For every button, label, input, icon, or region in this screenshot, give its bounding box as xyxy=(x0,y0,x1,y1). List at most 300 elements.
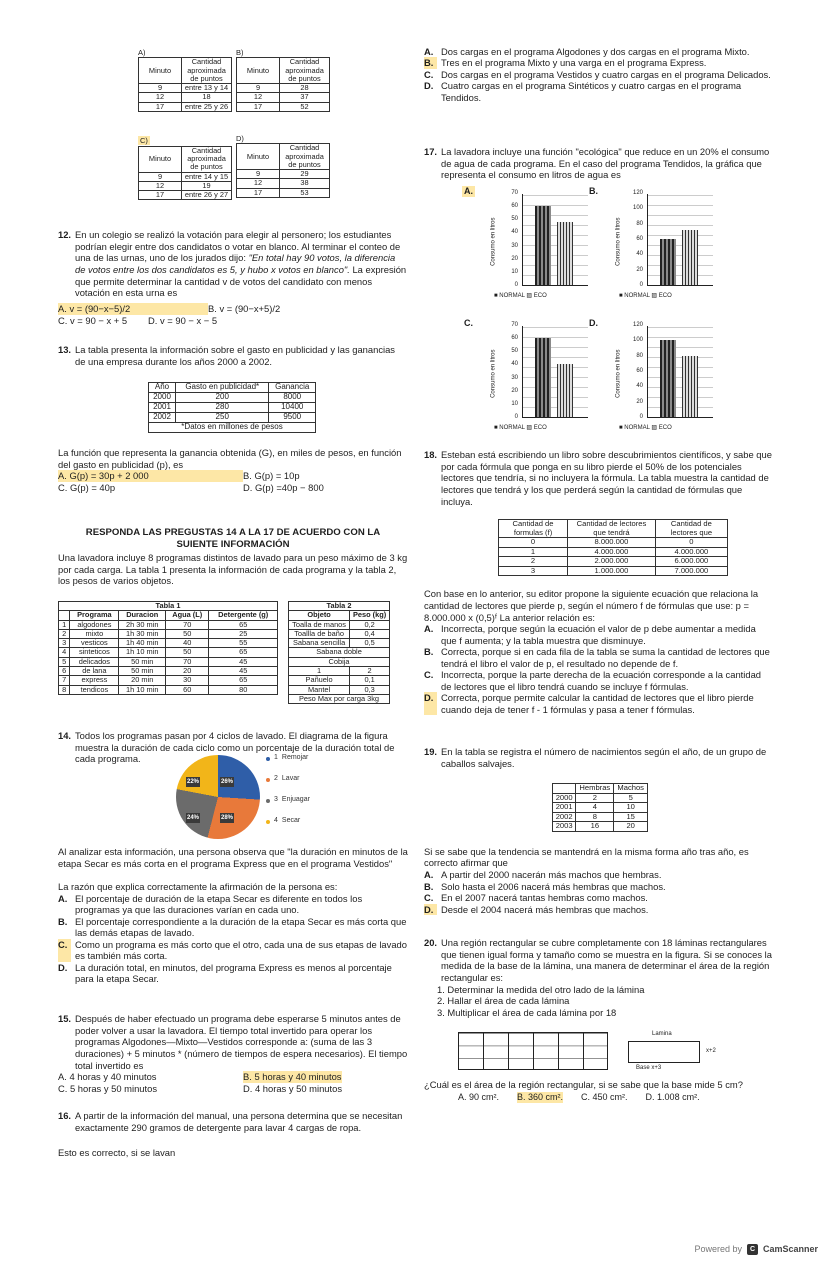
question-text: La tabla presenta la información sobre el gasto en publicidad y las ganancias de una empresa durante los años 2000 a 2002. xyxy=(75,344,395,367)
table-header: Cantidad de lectores que tendrá xyxy=(568,520,656,538)
table-cell: 2001 xyxy=(553,803,576,813)
option-b[interactable] xyxy=(424,57,772,68)
table-cell: 60 xyxy=(166,685,209,694)
table-cell: 6 xyxy=(59,666,70,675)
option-b[interactable] xyxy=(424,881,772,892)
table-cell: 2003 xyxy=(553,822,576,832)
chart-legend: ■ NORMAL ▨ ECO xyxy=(494,292,547,299)
option-letter: C. xyxy=(424,892,434,904)
q11-table-a xyxy=(138,57,232,112)
table-cell: 52 xyxy=(280,102,330,111)
option-d[interactable] xyxy=(424,904,772,915)
table-cell: 4.000.000 xyxy=(568,547,656,557)
option-b[interactable] xyxy=(58,916,408,939)
table-cell: 2 xyxy=(59,629,70,638)
option-text: Dos cargas en el programa Vestidos y cuatro cargas en el programa Delicados. xyxy=(441,68,771,80)
y-axis-label: Consumo en litros xyxy=(490,217,497,266)
option-text: Correcta, porque permite calcular la cantidad de lectores que el libro pierde cuando deja de tener f - 1 fórmulas y pasa a tener f fórmulas. xyxy=(441,692,754,715)
chart-legend: ■ NORMAL ▨ ECO xyxy=(619,424,672,431)
option-text: Incorrecta, porque según la ecuación el valor de p debe aumentar a medida que f aumenta; y la tabla muestra que disminuye. xyxy=(441,623,756,646)
y-tick-label: 0 xyxy=(639,282,643,288)
table-cell: 50 min xyxy=(119,657,166,666)
plot-area xyxy=(647,194,713,286)
question-17 xyxy=(424,146,772,181)
plot-area xyxy=(522,326,588,418)
option-letter: B. xyxy=(424,646,434,658)
table-cell: Toalla de manos xyxy=(289,620,350,629)
table-cell: 5 xyxy=(59,657,70,666)
table-cell: 28 xyxy=(280,84,330,93)
option-c[interactable]: C. G(p) = 40p xyxy=(58,482,116,494)
table-cell: 15 xyxy=(614,812,648,822)
legend-swatch xyxy=(266,799,270,803)
table-cell: 5 xyxy=(614,793,648,803)
question-quote: "En total hay 90 votos, la diferencia de votos entre los dos candidatos es 5, y hubo x votos en blanco". xyxy=(75,252,396,275)
question-text: La función que representa la ganancia obtenida (G), en miles de pesos, en función del gasto en publicidad (p), es xyxy=(58,447,402,470)
table-cell: vesticos xyxy=(70,639,119,648)
option-letter: B. xyxy=(424,880,434,892)
table-cell: 8 xyxy=(59,685,70,694)
table-cell: 2 xyxy=(499,557,568,567)
table-cell: 0,3 xyxy=(350,685,390,694)
question-text: Si se sabe que la tendencia se mantendrá en la misma forma año tras año, es correcto afirmar que xyxy=(424,845,749,869)
normal-bar xyxy=(660,340,676,417)
question-number: 19. xyxy=(424,746,438,757)
table-header xyxy=(553,784,576,794)
table-cell: 2h 30 min xyxy=(119,620,166,629)
option-letter: C. xyxy=(58,939,71,962)
question-number: 18. xyxy=(424,449,438,460)
table-cell: 18 xyxy=(182,93,232,102)
legend-label: Lavar xyxy=(281,775,300,783)
table-cell: Pañuelo xyxy=(289,676,350,685)
table-cell: 0,5 xyxy=(350,639,390,648)
legend-label: Secar xyxy=(281,817,301,825)
y-tick-label: 40 xyxy=(511,229,518,236)
table-cell: 50 min xyxy=(119,666,166,675)
option-letter: A. xyxy=(58,892,68,904)
table-cell: 65 xyxy=(209,648,278,657)
question-number: 15. xyxy=(58,1013,72,1024)
table-cell: 17 xyxy=(139,191,182,200)
q13-table xyxy=(148,382,316,433)
question-number: 20. xyxy=(424,937,438,948)
q11-option-c xyxy=(138,134,232,200)
q19-table xyxy=(552,783,648,832)
table-cell: 45 xyxy=(209,666,278,675)
table-cell: 4 xyxy=(59,648,70,657)
option-d[interactable]: D. G(p) =40p − 800 xyxy=(243,482,324,494)
table-cell: mixto xyxy=(70,629,119,638)
legend-item xyxy=(266,811,310,832)
table-header: Cantidad aproximada de puntos xyxy=(280,58,330,84)
table-cell: 8000 xyxy=(269,393,316,403)
option-c[interactable] xyxy=(58,939,408,962)
option-text: Cuatro cargas en el programa Sintéticos y cuatro cargas en el programa Tendidos. xyxy=(441,80,742,103)
question-text: La expresión que permite determinar la cantidad v de votos del candidato con menos votación en esta urna es xyxy=(75,263,407,299)
camscanner-logo-icon: C xyxy=(747,1244,758,1255)
chart-frame xyxy=(484,318,596,434)
option-text: Desde el 2004 nacerá más hembras que machos. xyxy=(441,903,649,915)
question-16-options xyxy=(424,46,772,103)
option-b[interactable]: B. v = (90−x+5)/2 xyxy=(208,302,281,314)
step: 3. Multiplicar el área de cada lámina por 18 xyxy=(437,1006,617,1018)
option-a[interactable]: A. v = (90−x−5)/2 xyxy=(58,303,208,315)
table-header: Cantidad de lectores que xyxy=(655,520,727,538)
table-cell: 9 xyxy=(237,170,280,179)
powered-by-text: Powered by xyxy=(694,1244,742,1254)
table-cell: Toallla de baño xyxy=(289,629,350,638)
option-text: Correcta, porque si en cada fila de la tabla se suma la cantidad de lectores que tendrá el libro el valor de p, el resultado no depende de f. xyxy=(441,646,770,669)
table-cell: sinteticos xyxy=(70,648,119,657)
table-cell: 45 xyxy=(209,657,278,666)
section-title: RESPONDA LAS PREGUSTAS 14 A LA 17 DE ACUERDO CON LA SUIENTE INFORMACIÓN xyxy=(85,527,381,550)
table-cell: 50 xyxy=(166,648,209,657)
normal-bar xyxy=(660,239,676,285)
step: 2. Hallar el área de cada lámina xyxy=(437,995,570,1007)
option-d[interactable]: D. 1.008 cm². xyxy=(645,1091,700,1102)
table-cell: 1h 30 min xyxy=(119,629,166,638)
chart-option-label: D. xyxy=(589,318,598,328)
y-tick-label: 80 xyxy=(636,220,643,227)
q20-grid-figure xyxy=(458,1032,608,1070)
table-cell: 2.000.000 xyxy=(568,557,656,567)
y-tick-label: 0 xyxy=(514,414,518,420)
table-header: Cantidad de formulas (f) xyxy=(499,520,568,538)
table-cell: Mantel xyxy=(289,685,350,694)
option-c[interactable] xyxy=(424,69,772,80)
normal-bar xyxy=(535,206,551,285)
table-header: Cantidad aproximada de puntos xyxy=(182,58,232,84)
table-header: Minuto xyxy=(139,146,182,172)
table-cell: 2000 xyxy=(149,393,176,403)
table-cell: 37 xyxy=(280,93,330,102)
y-tick-label: 20 xyxy=(636,266,643,273)
table-cell: 20 xyxy=(614,822,648,832)
question-text: La lavadora incluye una función "ecológica" que reduce en un 20% el consumo de agua de cada programa. En el caso del programa Tendidos, la gráfica que representa el consumo en litros de agua es xyxy=(441,146,770,181)
option-b[interactable] xyxy=(424,646,772,669)
table-cell: 29 xyxy=(280,170,330,179)
y-tick-label: 60 xyxy=(511,203,518,210)
q14-pie-chart xyxy=(176,755,260,839)
y-tick-label: 70 xyxy=(511,322,518,328)
table-cell: entre 25 y 26 xyxy=(182,102,232,111)
table-cell: 12 xyxy=(139,93,182,102)
y-tick-label: 60 xyxy=(636,236,643,242)
table-header: Minuto xyxy=(237,58,280,84)
pie-label: 28% xyxy=(220,815,233,821)
table-cell: Cobija xyxy=(289,657,390,666)
table-cell: Sabana sencilla xyxy=(289,639,350,648)
option-d[interactable]: D. 4 horas y 50 minutos xyxy=(243,1082,343,1094)
table-cell: 16 xyxy=(576,822,614,832)
option-letter: A. xyxy=(424,869,434,881)
table-cell: 1 xyxy=(289,666,350,675)
q17-chart-d[interactable] xyxy=(589,318,721,434)
table-cell: 9 xyxy=(139,172,182,181)
q11-table-b xyxy=(236,57,330,112)
option-a[interactable]: A. G(p) = 30p + 2 000 xyxy=(58,470,243,482)
table-header: Peso (kg) xyxy=(350,611,390,620)
table-header: Minuto xyxy=(139,58,182,84)
table-header: Machos xyxy=(614,784,648,794)
table-cell: 1h 10 min xyxy=(119,648,166,657)
option-d[interactable]: D. v = 90 − x − 5 xyxy=(148,314,218,326)
table-cell: 0,1 xyxy=(350,676,390,685)
option-letter: B. xyxy=(424,57,437,68)
q17-chart-a[interactable] xyxy=(464,186,596,302)
table-cell: 6.000.000 xyxy=(655,557,727,567)
table-cell: 2001 xyxy=(149,403,176,413)
table-cell: 30 xyxy=(166,676,209,685)
section-intro: Una lavadora incluye 8 programas distintos de lavado para un peso máximo de 3 kg por cada carga. La tabla 1 presenta la información de cada programa y la tabla 2, los pesos de varios objetos. xyxy=(58,552,408,587)
q18-table xyxy=(498,519,728,576)
option-letter: D. xyxy=(58,961,68,973)
question-20-cont xyxy=(424,1079,772,1103)
table-cell: entre 13 y 14 xyxy=(182,84,232,93)
option-letter: A. xyxy=(424,623,434,635)
question-number: 12. xyxy=(58,229,72,240)
lamina-side-label: x+2 xyxy=(706,1048,716,1054)
option-label: D) xyxy=(236,134,244,143)
table-cell: 0,4 xyxy=(350,629,390,638)
option-letter: C. xyxy=(424,669,434,681)
option-letter: C. xyxy=(424,68,434,80)
table-cell: 40 xyxy=(166,639,209,648)
table-header: Duracion xyxy=(119,611,166,620)
table-header: Cantidad aproximada de puntos xyxy=(182,146,232,172)
option-a[interactable] xyxy=(424,869,772,880)
tabla-2 xyxy=(288,601,390,704)
table-cell: 80 xyxy=(209,685,278,694)
question-text: La razón que explica correctamente la afirmación de la persona es: xyxy=(58,881,338,893)
chart-option-label: A. xyxy=(464,186,473,196)
q17-charts xyxy=(464,186,724,444)
question-text: Al analizar esta información, una persona observa que "la duración en minutos de la etapa Secar es más corta en el programa Express que en el programa Vestidos" xyxy=(58,846,408,869)
legend-num: 4 xyxy=(274,817,278,825)
eco-bar xyxy=(557,222,573,285)
table-cell: 17 xyxy=(237,102,280,111)
option-text: Solo hasta el 2006 nacerá más hembras que machos. xyxy=(441,880,666,892)
option-b[interactable]: B. G(p) = 10p xyxy=(243,470,300,482)
option-text: Tres en el programa Mixto y una varga en el programa Express. xyxy=(441,57,707,69)
y-tick-label: 100 xyxy=(632,205,643,212)
chart-option-label: C. xyxy=(464,318,473,328)
table-cell: 70 xyxy=(166,620,209,629)
table-cell: 1 xyxy=(499,547,568,557)
y-tick-label: 20 xyxy=(511,387,518,394)
option-text: Dos cargas en el programa Algodones y dos cargas en el programa Mixto. xyxy=(441,46,750,57)
table-cell: 1 xyxy=(59,620,70,629)
table-cell: 19 xyxy=(182,181,232,190)
table-cell: 20 min xyxy=(119,676,166,685)
table-cell: 12 xyxy=(237,179,280,188)
pie-label: 22% xyxy=(186,779,199,785)
y-tick-label: 40 xyxy=(511,361,518,368)
legend-item xyxy=(266,790,310,811)
option-a[interactable] xyxy=(424,46,772,57)
table-header: Objeto xyxy=(289,611,350,620)
question-14-cont xyxy=(58,846,408,985)
plot-area xyxy=(522,194,588,286)
chart-option-label: B. xyxy=(589,186,598,196)
question-13 xyxy=(58,344,408,494)
table-cell: Sabana doble xyxy=(289,648,390,657)
question-15 xyxy=(58,1013,408,1095)
lamina-caption: Lamina xyxy=(652,1031,672,1037)
option-d[interactable] xyxy=(424,692,772,715)
table-header xyxy=(59,611,70,620)
table-header: Programa xyxy=(70,611,119,620)
table-cell: de lana xyxy=(70,666,119,675)
table-cell: 200 xyxy=(176,393,269,403)
question-number: 13. xyxy=(58,344,72,355)
question-number: 17. xyxy=(424,146,438,157)
pie-label: 24% xyxy=(186,815,199,821)
option-text: El porcentaje correspondiente a la duración de la etapa Secar es más corta que las demás etapas de lavado. xyxy=(75,915,407,939)
table-cell: 50 xyxy=(166,629,209,638)
question-number: 14. xyxy=(58,730,72,741)
q14-pie-legend xyxy=(266,748,310,832)
legend-item xyxy=(266,769,310,790)
q11-option-a xyxy=(138,48,232,112)
option-text: Incorrecta, porque la parte derecha de la ecuación corresponde a la cantidad de lectores que el libro tendrá cuando se incluye f fórmulas. xyxy=(441,669,761,692)
tabla-1 xyxy=(58,601,278,695)
q11-option-b xyxy=(236,48,330,112)
camscanner-watermark xyxy=(694,1244,818,1255)
table-cell: 9500 xyxy=(269,413,316,423)
legend-label: Enjuagar xyxy=(281,796,310,804)
legend-swatch xyxy=(266,778,270,782)
q11-table-c xyxy=(138,146,232,201)
table-cell: 2002 xyxy=(149,413,176,423)
option-a[interactable] xyxy=(58,893,408,916)
table-header: Ganancia xyxy=(269,383,316,393)
y-tick-label: 0 xyxy=(514,282,518,288)
y-tick-label: 30 xyxy=(511,242,518,249)
option-d[interactable] xyxy=(424,80,772,103)
option-text: A partir del 2000 nacerán más machos que hembras. xyxy=(441,869,662,881)
table-cell: 1.000.000 xyxy=(568,566,656,576)
table-header: Detergente (g) xyxy=(209,611,278,620)
legend-num: 1 xyxy=(274,754,278,762)
chart-frame xyxy=(609,186,721,302)
table-cell: 3 xyxy=(499,566,568,576)
question-16 xyxy=(58,1110,408,1159)
option-b[interactable]: B. 360 cm². xyxy=(517,1091,564,1102)
table-cell: 17 xyxy=(237,188,280,197)
table-cell: delicados xyxy=(70,657,119,666)
table-cell: 12 xyxy=(237,93,280,102)
table-cell: 12 xyxy=(139,181,182,190)
option-a[interactable] xyxy=(424,623,772,646)
plot-area xyxy=(647,326,713,418)
question-text: Esto es correcto, si se lavan xyxy=(58,1147,176,1159)
table-cell: entre 26 y 27 xyxy=(182,191,232,200)
question-text: Esteban está escribiendo un libro sobre descubrimientos científicos, y sabe que por cada fórmula que ponga en su libro pierde el 50% de los potenciales lectores que tendría, si no incluyera la fórmula. La tabla muestra la cantidad de lectores que tendrá y los que perderá según la cantidad de fórmulas que incluya. xyxy=(441,449,772,507)
table-cell: Peso Max por carga 3kg xyxy=(289,694,390,703)
option-letter: B. xyxy=(58,915,68,927)
table-cell: 3 xyxy=(59,639,70,648)
step: 1. Determinar la medida del otro lado de la lámina xyxy=(437,983,645,995)
table-header: Hembras xyxy=(576,784,614,794)
table-header: Minuto xyxy=(237,144,280,170)
option-label: C) xyxy=(140,136,148,145)
table-cell: 0,2 xyxy=(350,620,390,629)
option-a[interactable]: A. 4 horas y 40 minutos xyxy=(58,1071,157,1083)
legend-swatch xyxy=(266,820,270,824)
option-label: B) xyxy=(236,48,244,57)
y-tick-label: 50 xyxy=(511,216,518,223)
y-tick-label: 120 xyxy=(632,322,643,328)
eco-bar xyxy=(682,356,698,417)
chart-frame xyxy=(484,186,596,302)
option-letter: A. xyxy=(424,46,434,57)
pie-label: 26% xyxy=(220,779,233,785)
legend-label: Remojar xyxy=(281,754,309,762)
option-letter: D. xyxy=(424,80,434,92)
option-c[interactable] xyxy=(424,669,772,692)
table-cell: 2 xyxy=(350,666,390,675)
y-tick-label: 60 xyxy=(636,368,643,374)
table-cell: 25 xyxy=(209,629,278,638)
table-cell: 8.000.000 xyxy=(568,538,656,548)
table-header: Gasto en publicidad* xyxy=(176,383,269,393)
option-c[interactable] xyxy=(424,892,772,903)
option-d[interactable] xyxy=(58,962,408,985)
q17-chart-b[interactable] xyxy=(589,186,721,302)
option-c[interactable]: C. 450 cm². xyxy=(581,1091,628,1102)
table-title: Tabla 1 xyxy=(59,602,278,611)
table-header: Año xyxy=(149,383,176,393)
option-c[interactable]: C. v = 90 − x + 5 xyxy=(58,314,128,326)
y-tick-label: 100 xyxy=(632,337,643,344)
table-cell: 250 xyxy=(176,413,269,423)
table-cell: 10 xyxy=(614,803,648,813)
table-cell: 0 xyxy=(499,538,568,548)
table-cell: 53 xyxy=(280,188,330,197)
option-b[interactable]: B. 5 horas y 40 minutos xyxy=(243,1071,342,1083)
y-tick-label: 40 xyxy=(636,383,643,390)
table-cell: 2000 xyxy=(553,793,576,803)
table-cell: 280 xyxy=(176,403,269,413)
chart-legend: ■ NORMAL ▨ ECO xyxy=(619,292,672,299)
option-text: En el 2007 nacerá tantas hembras como machos. xyxy=(441,892,648,904)
y-tick-label: 0 xyxy=(639,414,643,420)
table-cell: 2 xyxy=(576,793,614,803)
y-axis-label: Consumo en litros xyxy=(490,349,497,398)
table-cell: 10400 xyxy=(269,403,316,413)
brand-text: CamScanner xyxy=(762,1244,818,1254)
option-text: El porcentaje de duración de la etapa Secar es diferente en todos los programas ya que las duraciones varían en cada uno. xyxy=(75,892,363,916)
y-tick-label: 30 xyxy=(511,374,518,381)
q17-chart-c[interactable] xyxy=(464,318,596,434)
y-axis-label: Consumo en litros xyxy=(615,349,622,398)
y-tick-label: 60 xyxy=(511,335,518,342)
table-cell: 8 xyxy=(576,812,614,822)
y-tick-label: 50 xyxy=(511,348,518,355)
option-c[interactable]: C. 5 horas y 50 minutos xyxy=(58,1082,158,1094)
q11-table-d xyxy=(236,143,330,198)
y-tick-label: 40 xyxy=(636,251,643,258)
table-cell: express xyxy=(70,676,119,685)
option-a[interactable]: A. 90 cm². xyxy=(458,1091,500,1102)
table-header: Cantidad aproximada de puntos xyxy=(280,144,330,170)
table-cell: entre 14 y 15 xyxy=(182,172,232,181)
legend-num: 3 xyxy=(274,796,278,804)
legend-item xyxy=(266,748,310,769)
question-text: Después de haber efectuado un programa debe esperarse 5 minutos antes de poder volver a usar la lavadora. El tiempo total invertido para operar los programas Algodones—Mixto—Vestidos corresponde a: (suma de las 3 duraciones) + 5 minutos * (número de tiempos de espera necesarios). El tiempo total invertido es xyxy=(75,1013,408,1071)
